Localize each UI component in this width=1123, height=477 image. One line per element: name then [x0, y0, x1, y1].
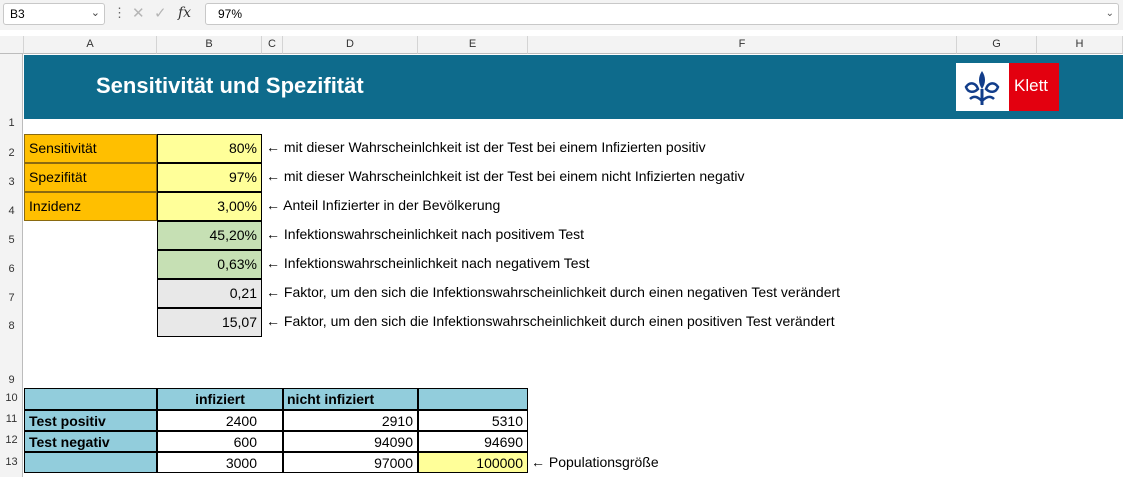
- klett-logo-mark: [956, 63, 1009, 111]
- input-incidence[interactable]: 3,00%: [157, 192, 262, 221]
- note-sensitivity: ← mit dieser Wahrscheinlchkeit ist der Test bei einem Infizierten positiv: [266, 139, 706, 155]
- row-header-13[interactable]: 13: [5, 456, 18, 468]
- note-npv: ← Infektionswahrscheinlichkeit nach negativem Test: [266, 255, 590, 271]
- page-title: Sensitivität und Spezifität: [96, 73, 364, 98]
- result-factor-positive[interactable]: 15,07: [157, 308, 262, 337]
- input-specificity[interactable]: 97%: [157, 163, 262, 192]
- name-box[interactable]: [3, 3, 105, 25]
- table-cell-total-infected[interactable]: 3000: [157, 452, 283, 473]
- table-cell-positive-total[interactable]: 5310: [418, 410, 528, 431]
- row-header-2[interactable]: 2: [8, 147, 15, 159]
- row-header-7[interactable]: 7: [8, 292, 15, 304]
- formula-value: 97%: [218, 7, 243, 21]
- column-header-b[interactable]: B: [157, 36, 262, 54]
- expand-formula-icon[interactable]: ⌄: [1105, 8, 1114, 19]
- table-row-label-total[interactable]: [24, 452, 157, 473]
- note-population-size: ← Populationsgröße: [531, 454, 659, 470]
- enter-icon[interactable]: ✓: [154, 5, 167, 22]
- table-row-label-negative[interactable]: Test negativ: [24, 431, 157, 452]
- table-row-label-positive[interactable]: Test positiv: [24, 410, 157, 431]
- klett-emblem-icon: [956, 63, 1009, 111]
- column-header-c[interactable]: C: [262, 36, 283, 54]
- table-cell-negative-not-infected[interactable]: 94090: [283, 431, 418, 452]
- row-header-3[interactable]: 3: [8, 176, 15, 188]
- title-banner: [24, 55, 1123, 119]
- cancel-icon[interactable]: ✕: [132, 5, 145, 22]
- column-header-e[interactable]: E: [418, 36, 528, 54]
- label-incidence[interactable]: Inzidenz: [24, 192, 157, 221]
- more-options-icon[interactable]: ⋮: [113, 5, 126, 20]
- table-header-total[interactable]: [418, 388, 528, 410]
- note-factor-positive: ← Faktor, um den sich die Infektionswahrscheinlichkeit durch einen positiven Test verändert: [266, 313, 835, 329]
- column-header-a[interactable]: A: [24, 36, 157, 54]
- result-factor-negative[interactable]: 0,21: [157, 279, 262, 308]
- row-header-4[interactable]: 4: [8, 205, 15, 217]
- row-header-10[interactable]: 10: [5, 392, 18, 404]
- table-cell-positive-infected[interactable]: 2400: [157, 410, 283, 431]
- note-ppv: ← Infektionswahrscheinlichkeit nach positivem Test: [266, 226, 585, 242]
- table-cell-total-not-infected[interactable]: 97000: [283, 452, 418, 473]
- row-header-12[interactable]: 12: [5, 434, 18, 446]
- column-header-g[interactable]: G: [957, 36, 1037, 54]
- row-header-5[interactable]: 5: [8, 234, 15, 246]
- note-factor-negative: ← Faktor, um den sich die Infektionswahrscheinlichkeit durch einen negativen Test verändert: [266, 284, 841, 300]
- label-specificity[interactable]: Spezifität: [24, 163, 157, 192]
- klett-logo: [1009, 63, 1059, 111]
- result-npv[interactable]: 0,63%: [157, 250, 262, 279]
- name-box-value: B3: [10, 7, 25, 21]
- table-header-not-infected[interactable]: nicht infiziert: [283, 388, 418, 410]
- row-header-1[interactable]: 1: [8, 117, 15, 129]
- table-header-corner[interactable]: [24, 388, 157, 410]
- table-cell-positive-not-infected[interactable]: 2910: [283, 410, 418, 431]
- table-cell-negative-total[interactable]: 94690: [418, 431, 528, 452]
- insert-function-icon[interactable]: fx: [178, 5, 192, 21]
- note-incidence: ← Anteil Infizierter in der Bevölkerung: [266, 197, 501, 213]
- column-header-h[interactable]: H: [1037, 36, 1123, 54]
- result-ppv[interactable]: 45,20%: [157, 221, 262, 250]
- row-header-11[interactable]: 11: [5, 413, 18, 425]
- row-header-8[interactable]: 8: [8, 320, 15, 332]
- note-specificity: ← mit dieser Wahrscheinlchkeit ist der Test bei einem nicht Infizierten negativ: [266, 168, 745, 184]
- row-header-6[interactable]: 6: [8, 263, 15, 275]
- column-header-d[interactable]: D: [283, 36, 418, 54]
- column-header-f[interactable]: F: [528, 36, 957, 54]
- input-population-size[interactable]: 100000: [418, 452, 528, 473]
- table-header-infected[interactable]: infiziert: [157, 388, 283, 410]
- chevron-down-icon[interactable]: ⌄: [90, 7, 100, 19]
- formula-buttons: [126, 3, 202, 25]
- row-header-9[interactable]: 9: [8, 374, 15, 386]
- logo-text: Klett: [1014, 76, 1049, 95]
- input-sensitivity[interactable]: 80%: [157, 134, 262, 163]
- formula-input[interactable]: [205, 3, 1119, 25]
- label-sensitivity[interactable]: Sensitivität: [24, 134, 157, 163]
- select-all-corner[interactable]: [0, 36, 24, 54]
- formula-bar: [0, 0, 1123, 30]
- table-cell-negative-infected[interactable]: 600: [157, 431, 283, 452]
